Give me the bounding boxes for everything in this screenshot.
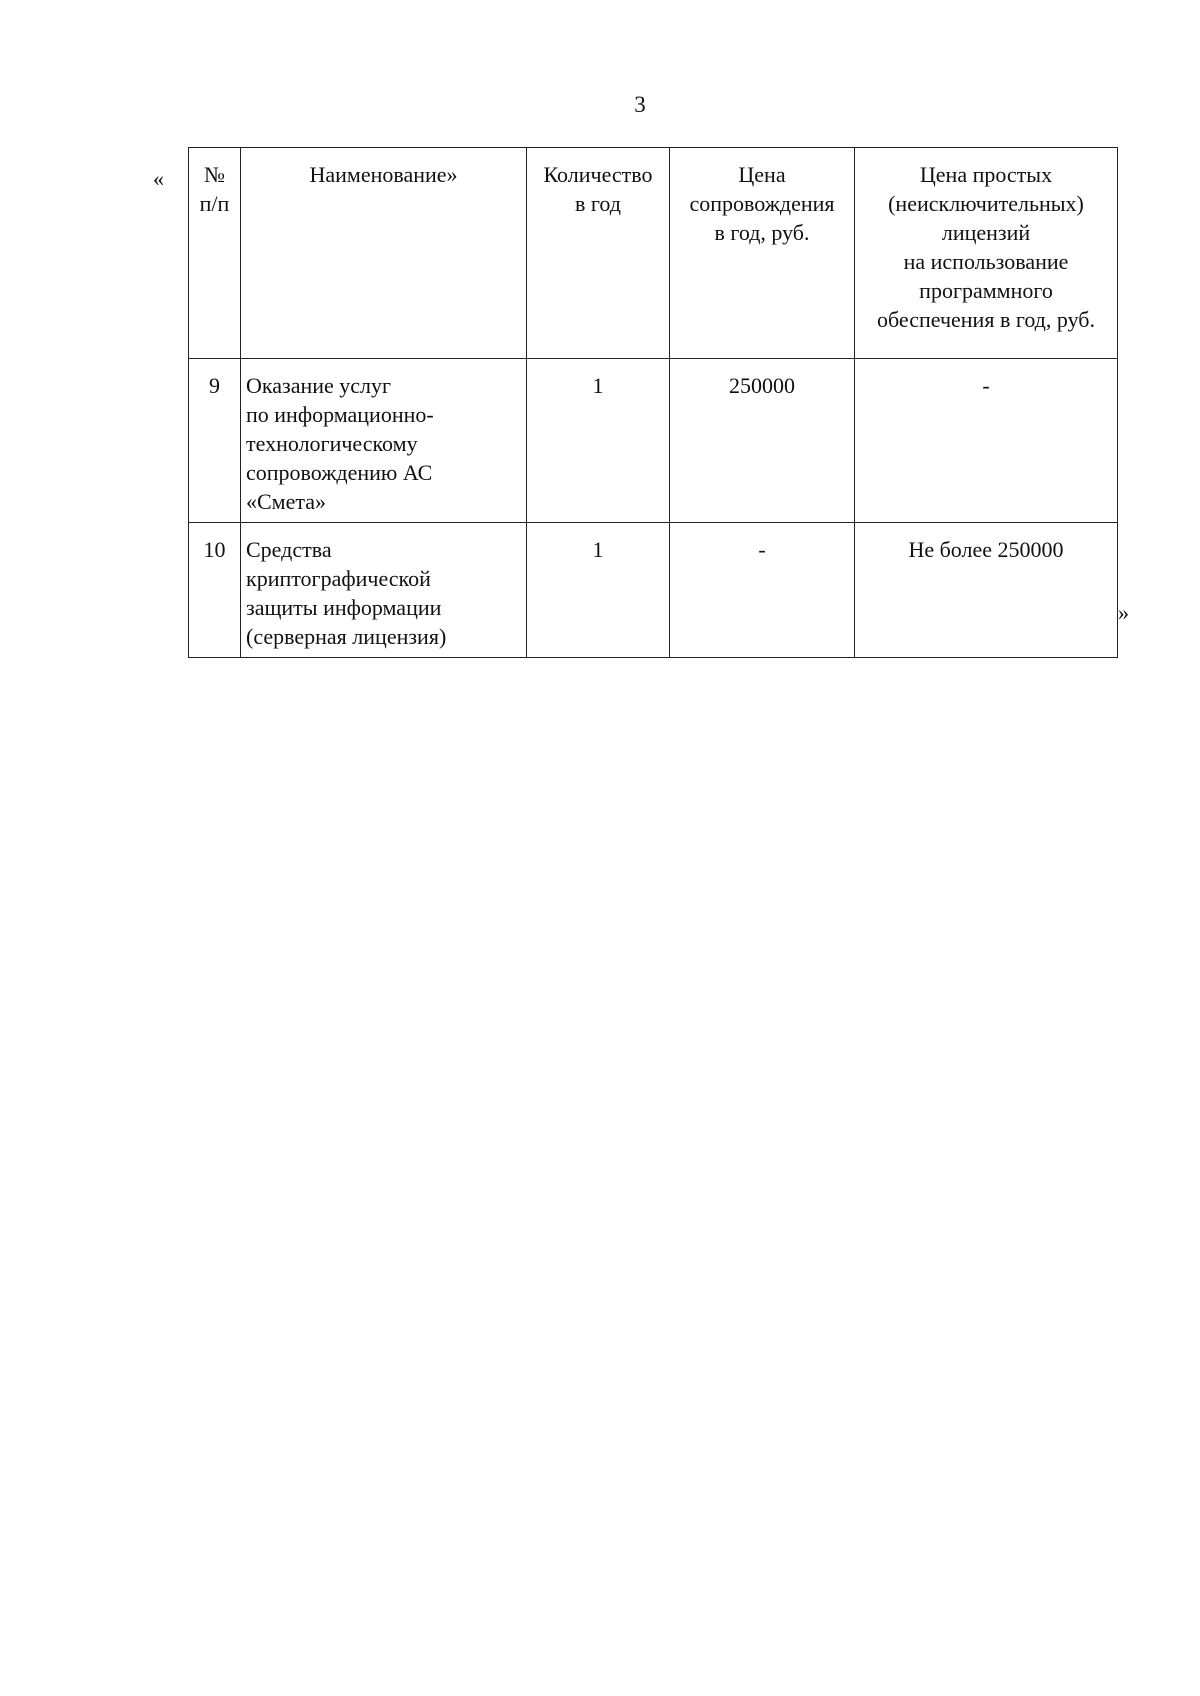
header-name-line: Наименование»	[309, 162, 458, 187]
cell-name-line: защиты информации	[246, 595, 442, 620]
cell-name-line: криптографической	[246, 566, 431, 591]
header-qty	[527, 148, 670, 359]
opening-quote: «	[153, 166, 164, 191]
header-license	[855, 148, 1118, 359]
header-price-line: сопровождения	[689, 191, 835, 216]
cell-name-line: Средства	[246, 537, 332, 562]
table-row	[189, 523, 1118, 658]
table-header-row	[189, 148, 1118, 359]
cell-qty: 1	[527, 359, 670, 523]
cell-price: 250000	[670, 359, 855, 523]
cell-num: 10	[189, 523, 241, 658]
price-table	[188, 147, 1118, 658]
header-num-line: №	[204, 162, 225, 187]
header-name	[241, 148, 527, 359]
header-license-line: программного	[919, 278, 1053, 303]
cell-name-line: сопровождению АС	[246, 460, 433, 485]
header-qty-line: в год	[575, 191, 621, 216]
header-license-line: обеспечения в год, руб.	[876, 307, 1095, 332]
header-num	[189, 148, 241, 359]
header-license-line: (неисключительных)	[888, 191, 1084, 216]
cell-name-line: «Смета»	[246, 489, 327, 514]
cell-license: Не более 250000	[855, 523, 1118, 658]
header-price	[670, 148, 855, 359]
cell-name-line: технологическому	[246, 431, 418, 456]
header-license-line: Цена простых	[919, 162, 1053, 187]
table-row	[189, 359, 1118, 523]
cell-name-line: Оказание услуг	[246, 373, 392, 398]
header-license-line: лицензий	[941, 220, 1031, 245]
cell-num: 9	[189, 359, 241, 523]
cell-price: -	[670, 523, 855, 658]
header-price-line: в год, руб.	[714, 220, 810, 245]
cell-license: -	[855, 359, 1118, 523]
page-number: 3	[634, 92, 646, 117]
cell-name-line: (серверная лицензия)	[246, 624, 447, 649]
cell-name	[241, 523, 527, 658]
header-price-line: Цена	[738, 162, 786, 187]
cell-qty: 1	[527, 523, 670, 658]
cell-name-line: по информационно-	[246, 402, 434, 427]
header-license-line: на использование	[903, 249, 1069, 274]
header-num-line: п/п	[199, 191, 230, 216]
closing-quote: »	[1118, 600, 1129, 625]
header-qty-line: Количество	[543, 162, 653, 187]
cell-name	[241, 359, 527, 523]
